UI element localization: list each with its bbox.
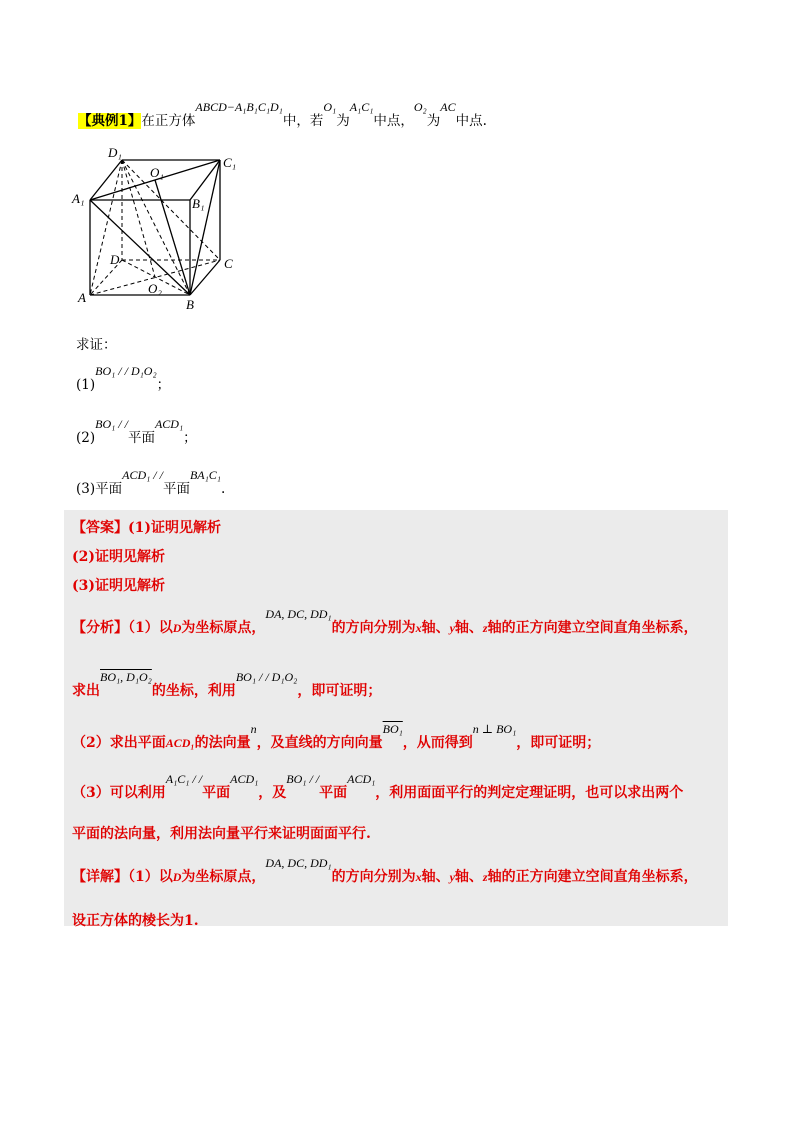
prove-item-2 — [76, 417, 197, 446]
label-o1: O₁ — [150, 165, 164, 180]
text-segment: 中，若 — [282, 113, 324, 129]
math-ac: AC — [440, 100, 456, 114]
item-end: ； — [183, 430, 197, 446]
item-expr: ACD₁ / / — [122, 468, 163, 482]
detail-line-1 — [72, 856, 698, 886]
math-vectors: DA, DC, DD₁ — [265, 607, 332, 621]
edge-d1a1 — [90, 160, 122, 200]
text-segment: 轴、 — [421, 869, 450, 885]
label-d: D — [110, 252, 120, 267]
math-y: y — [449, 870, 455, 884]
math-vectors: DA, DC, DD₁ — [265, 856, 332, 870]
item-expr: BO₁ / / — [95, 417, 128, 431]
analysis-line-4 — [72, 772, 684, 802]
cube-figure — [70, 140, 250, 315]
text-segment: 求出 — [72, 683, 100, 699]
text-segment: 【详解】（1）以 — [72, 869, 173, 885]
text-segment: 轴、 — [454, 620, 483, 636]
item-number: (1) — [76, 377, 96, 393]
detail-line-2: 设正方体的棱长为1. — [72, 913, 199, 929]
label-c1: C₁ — [223, 155, 237, 170]
text-segment: 为坐标原点， — [181, 620, 266, 636]
item-expr2: ACD₁ — [154, 417, 184, 431]
item-expr2: BA₁C₁ — [189, 468, 221, 482]
math-d: D — [172, 870, 182, 884]
item-end: . — [220, 481, 226, 497]
math-x: x — [415, 621, 422, 635]
math-a1c1: A₁C₁ / / — [165, 772, 203, 786]
text-segment: ，及 — [258, 785, 287, 801]
math-n: n — [250, 722, 257, 736]
prove-item-1 — [76, 364, 171, 393]
analysis-line-5: 平面的法向量，利用法向量平行来证明面面平行. — [72, 826, 371, 842]
cube-name: ABCD−A₁B₁C₁D₁ — [195, 100, 283, 114]
item-end: ； — [156, 377, 171, 393]
solution-panel — [64, 510, 728, 926]
text-segment: 中点. — [455, 113, 487, 129]
text-segment: 【分析】（1）以 — [72, 620, 173, 636]
example-line — [78, 100, 487, 129]
math-z: z — [482, 621, 488, 635]
math-x: x — [415, 870, 422, 884]
text-segment: 轴的正方向建立空间直角坐标系， — [487, 620, 698, 636]
text-segment: 为 — [336, 113, 350, 129]
answer-line-2: (2)证明见解析 — [72, 549, 165, 565]
math-o2: O₂ — [413, 100, 427, 114]
text-segment: ，及直线的方向向量 — [256, 735, 383, 751]
math-acd1: ACD₁ — [347, 772, 376, 786]
text-segment: 轴的正方向建立空间直角坐标系， — [487, 869, 698, 885]
prove-item-3 — [76, 468, 226, 497]
text-segment: 轴、 — [421, 620, 450, 636]
text-segment: （2）求出平面 — [72, 735, 166, 751]
text-segment: ，从而得到 — [402, 735, 473, 751]
label-d1: D₁ — [108, 145, 122, 160]
text-segment: 中点， — [373, 113, 414, 129]
label-c: C — [224, 256, 233, 271]
text-segment: 的坐标，利用 — [151, 683, 236, 699]
text-segment: 平面 — [319, 785, 348, 801]
item-number: (2) — [76, 430, 96, 446]
text-segment: 平面 — [202, 785, 231, 801]
label-b1: B₁ — [192, 196, 205, 211]
text-segment: 轴、 — [454, 869, 483, 885]
item-plane: 平面 — [95, 481, 123, 497]
math-d: D — [172, 621, 182, 635]
math-bo1: BO₁ / / — [286, 772, 320, 786]
text-segment: 的方向分别为 — [331, 620, 416, 636]
intro-text: 在正方体 — [141, 113, 196, 129]
example-tag: 【典例1】 — [78, 113, 142, 129]
answer-line-1: 【答案】(1)证明见解析 — [72, 520, 221, 536]
item-plane: 平面 — [162, 481, 190, 497]
text-segment: 的法向量 — [194, 735, 251, 751]
label-o2: O₂ — [148, 281, 162, 296]
label-b: B — [186, 297, 194, 312]
text-segment: ，即可证明； — [516, 735, 601, 751]
analysis-line-1 — [72, 607, 698, 637]
text-segment: ，利用面面平行的判定定理证明，也可以求出两个 — [375, 785, 684, 801]
math-acd1: ACD₁ — [165, 736, 195, 750]
math-z: z — [482, 870, 488, 884]
math-parallel: BO₁ / / D₁O₂ — [235, 670, 298, 684]
item-expr: BO₁ / / D₁O₂ — [95, 364, 157, 378]
item-plane: 平面 — [127, 430, 155, 446]
math-y: y — [449, 621, 455, 635]
math-o1: O₁ — [323, 100, 337, 114]
item-number: (3) — [76, 481, 96, 497]
math-bo1: BO₁ — [382, 722, 403, 736]
label-a1: A₁ — [72, 191, 85, 206]
text-segment: ，即可证明； — [297, 683, 382, 699]
prove-heading: 求证： — [76, 337, 117, 353]
math-a1c1: A₁C₁ — [349, 100, 374, 114]
label-a: A — [78, 290, 86, 305]
analysis-line-3 — [72, 722, 601, 752]
math-vectors: BO₁, D₁O₂ — [100, 670, 152, 684]
text-segment: 为坐标原点， — [181, 869, 266, 885]
math-acd1: ACD₁ — [230, 772, 259, 786]
analysis-line-2 — [72, 670, 382, 700]
text-segment: 的方向分别为 — [331, 869, 416, 885]
math-perp: n ⊥ BO₁ — [472, 722, 517, 736]
text-segment: 为 — [426, 113, 441, 129]
answer-line-3: (3)证明见解析 — [72, 578, 165, 594]
text-segment: （3）可以利用 — [72, 785, 166, 801]
